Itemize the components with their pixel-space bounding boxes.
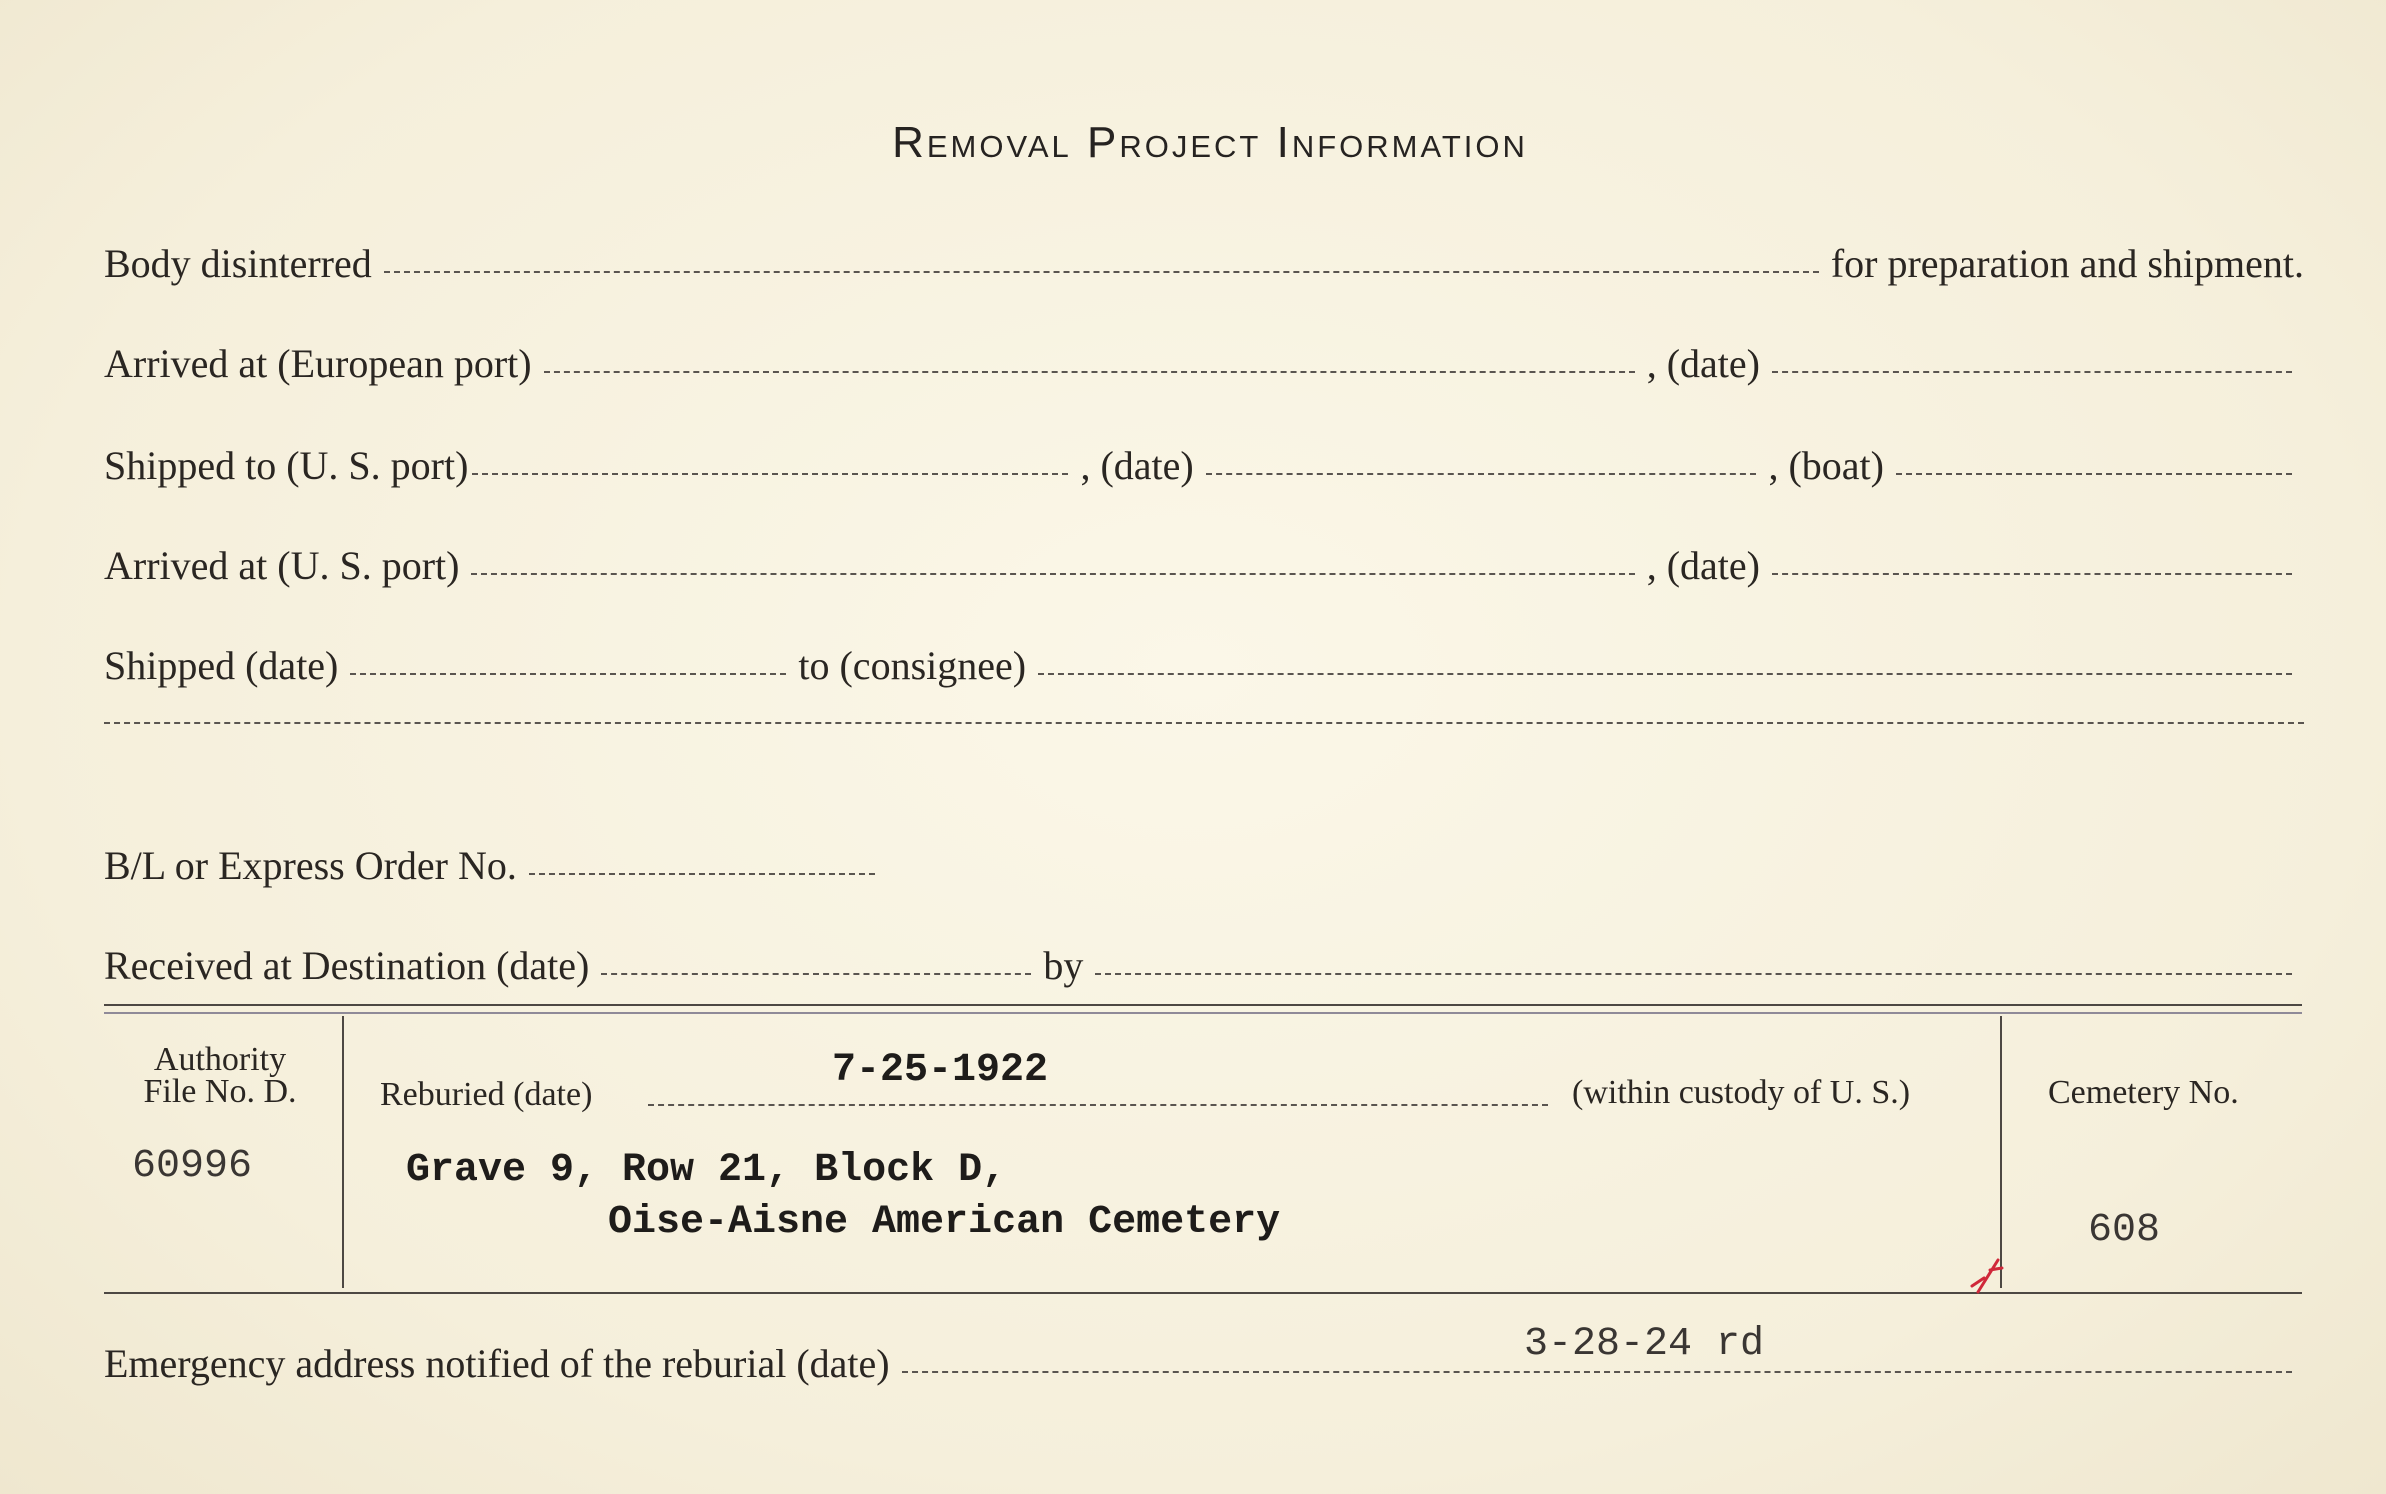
received-by-field[interactable]	[1095, 973, 2292, 975]
shipped-us-date-label: , (date)	[1080, 443, 1194, 488]
arrived-us-date-field[interactable]	[1772, 573, 2292, 575]
arrived-us-label: Arrived at (U. S. port)	[104, 543, 460, 588]
bl-order-field[interactable]	[529, 873, 875, 875]
grave-location-line1: Grave 9, Row 21, Block D,	[406, 1148, 1007, 1193]
authority-file-number: 60996	[132, 1144, 253, 1189]
shipped-date-label: Shipped (date)	[104, 643, 339, 688]
box-left-divider	[342, 1016, 344, 1288]
emergency-date-value: 3-28-24 rd	[1524, 1322, 1765, 1367]
grave-location-line2: Oise-Aisne American Cemetery	[608, 1200, 1281, 1245]
row-arrived-us	[104, 542, 2304, 589]
shipped-us-port-field[interactable]	[472, 473, 1068, 475]
received-date-field[interactable]	[601, 973, 1031, 975]
row-body-disinterred	[104, 240, 2304, 287]
row-consignee-continued	[104, 722, 2304, 724]
row-received	[104, 942, 2304, 989]
cemetery-label: Cemetery No.	[2048, 1074, 2239, 1111]
emergency-date-field[interactable]	[902, 1371, 2292, 1373]
box-top-rule	[104, 1004, 2302, 1006]
reburied-date-label: Reburied (date)	[380, 1076, 593, 1113]
shipped-us-boat-label: , (boat)	[1768, 443, 1884, 488]
row-arrived-european	[104, 340, 2304, 387]
shipped-us-boat-field[interactable]	[1896, 473, 2292, 475]
authority-label-line1: Authority	[153, 1041, 287, 1078]
custody-label: (within custody of U. S.)	[1572, 1074, 1911, 1111]
bl-order-label: B/L or Express Order No.	[104, 843, 517, 888]
arrived-european-date-field[interactable]	[1772, 371, 2292, 373]
shipped-us-label: Shipped to (U. S. port)	[104, 443, 469, 488]
red-check-mark	[1968, 1256, 2008, 1296]
emergency-label: Emergency address notified of the reburial (date)	[104, 1341, 890, 1386]
arrived-european-port-field[interactable]	[544, 371, 1635, 373]
body-disinterred-suffix: for preparation and shipment.	[1830, 241, 2304, 286]
shipped-us-date-field[interactable]	[1206, 473, 1757, 475]
row-shipped-us	[104, 442, 2304, 489]
card-title: Removal Project Information	[892, 118, 1528, 167]
row-shipped-date	[104, 642, 2304, 689]
shipped-date-field[interactable]	[350, 673, 786, 675]
reburied-date-value: 7-25-1922	[832, 1048, 1049, 1093]
arrived-us-date-label: , (date)	[1646, 543, 1760, 588]
row-bl-order	[104, 842, 2304, 889]
arrived-us-port-field[interactable]	[471, 573, 1634, 575]
received-label: Received at Destination (date)	[104, 943, 590, 988]
consignee-continued-field[interactable]	[104, 722, 2304, 724]
body-disinterred-field[interactable]	[384, 271, 1819, 273]
authority-label-line2: File No. D.	[143, 1073, 297, 1110]
row-emergency	[104, 1340, 2304, 1387]
arrived-european-label: Arrived at (European port)	[104, 341, 532, 386]
consignee-label: to (consignee)	[798, 643, 1027, 688]
consignee-field[interactable]	[1038, 673, 2292, 675]
received-by-label: by	[1043, 943, 1084, 988]
authority-label	[140, 1041, 300, 1110]
cemetery-number: 608	[2088, 1208, 2161, 1253]
reburied-date-field[interactable]	[648, 1104, 1548, 1106]
body-disinterred-label: Body disinterred	[104, 241, 372, 286]
arrived-european-date-label: , (date)	[1646, 341, 1760, 386]
box-right-divider	[2000, 1016, 2002, 1288]
